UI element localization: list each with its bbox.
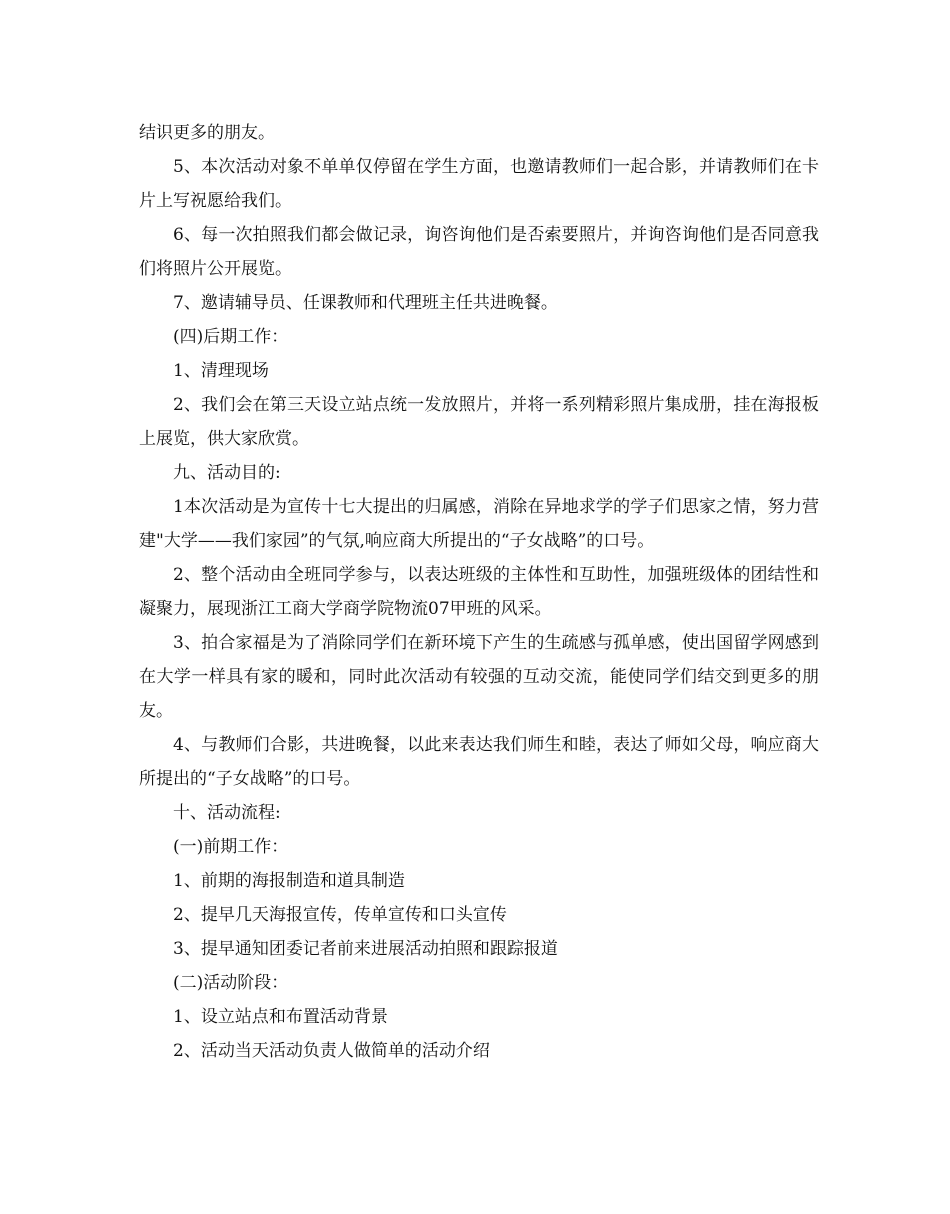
paragraph-item-5: 5、本次活动对象不单单仅停留在学生方面，也邀请教师们一起合影，并请教师们在卡片上写祝愿给我们。 [139, 157, 819, 211]
subsection-heading-preparation: (一)前期工作： [173, 837, 289, 857]
subsection-heading-activity-stage: (二)活动阶段： [173, 973, 289, 993]
paragraph-purpose-3: 3、拍合家福是为了消除同学们在新环境下产生的生疏感与孤单感，使出国留学网感到在大学一样具有家的暖和，同时此次活动有较强的互动交流，能使同学们结交到更多的朋友。 [139, 633, 819, 721]
paragraph-prep-1: 1、前期的海报制造和道具制造 [173, 871, 405, 891]
paragraph-continuation: 结识更多的朋友。 [139, 123, 275, 143]
paragraph-stage-2: 2、活动当天活动负责人做简单的活动介绍 [173, 1041, 490, 1061]
section-heading-later-work: (四)后期工作： [173, 327, 289, 347]
paragraph-item-6: 6、每一次拍照我们都会做记录，询咨询他们是否索要照片，并询咨询他们是否同意我们将照片公开展览。 [139, 225, 819, 279]
paragraph-prep-3: 3、提早通知团委记者前来进展活动拍照和跟踪报道 [173, 939, 558, 959]
paragraph-photo-distribution: 2、我们会在第三天设立站点统一发放照片，并将一系列精彩照片集成册，挂在海报板上展览，供大家欣赏。 [139, 395, 819, 449]
paragraph-cleanup: 1、清理现场 [173, 361, 269, 381]
document-body [139, 116, 819, 1068]
section-heading-process: 十、活动流程: [173, 803, 281, 823]
paragraph-stage-1: 1、设立站点和布置活动背景 [173, 1007, 388, 1027]
paragraph-purpose-2: 2、整个活动由全班同学参与，以表达班级的主体性和互助性，加强班级体的团结性和凝聚力，展现浙江工商大学商学院物流07甲班的风采。 [139, 565, 819, 619]
paragraph-purpose-1: 1本次活动是为宣传十七大提出的归属感，消除在异地求学的学子们思家之情，努力营建"大学——我们家园”的气氛,响应商大所提出的“子女战略”的口号。 [139, 497, 819, 551]
paragraph-prep-2: 2、提早几天海报宣传，传单宣传和口头宣传 [173, 905, 507, 925]
paragraph-purpose-4: 4、与教师们合影，共进晚餐，以此来表达我们师生和睦，表达了师如父母，响应商大所提出的“子女战略”的口号。 [139, 735, 819, 789]
section-heading-purpose: 九、活动目的: [173, 463, 281, 483]
paragraph-item-7: 7、邀请辅导员、任课教师和代理班主任共进晚餐。 [173, 293, 558, 313]
